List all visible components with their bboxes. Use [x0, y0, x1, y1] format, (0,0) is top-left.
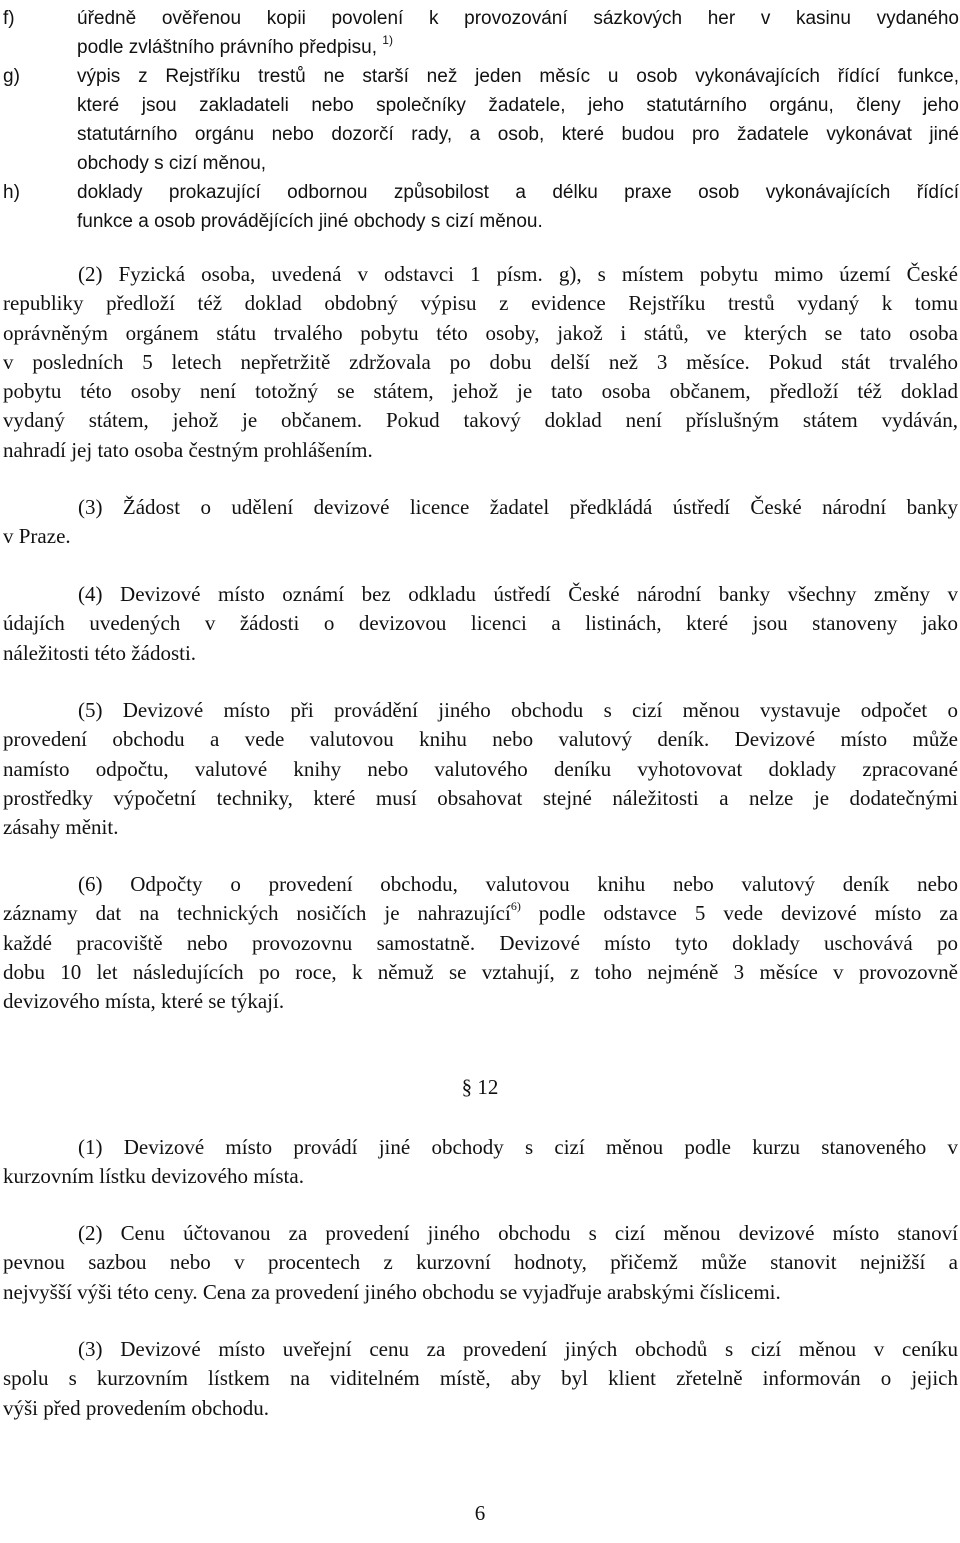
section-heading: § 12 — [461, 1075, 499, 1099]
list-marker: g) — [3, 66, 20, 87]
text-fragment: podle odstavce 5 vede devizové místo za — [520, 901, 958, 926]
section-12-paragraph-1 — [3, 1133, 958, 1192]
list-item-body — [77, 178, 959, 236]
text-line: (2) Cenu účtovanou za provedení jiného obchodu s cizí měnou devizové místo stanoví — [78, 1221, 958, 1245]
list-item-body — [77, 4, 959, 62]
text-fragment: záznamy dat na technických nosičích je nahrazující — [3, 901, 511, 926]
page-number: 6 — [474, 1501, 486, 1525]
text-line: obchody s cizí měnou, — [77, 153, 267, 174]
text-line — [77, 33, 959, 62]
text-line: náležitosti této žádosti. — [3, 640, 197, 665]
text-line: zásahy měnit. — [3, 815, 119, 840]
list-marker: h) — [3, 182, 20, 203]
text-line: nejvyšší výši této ceny. Cena za provedení jiného obchodu se vyjadřuje arabskými číslicemi. — [3, 1279, 781, 1304]
text-line: republiky předloží též doklad obdobný výpisu z evidence Rejstříku trestů vydaný k tomu — [3, 291, 958, 316]
text-line: devizového místa, které se týkají. — [3, 989, 285, 1014]
section-12-paragraph-2 — [3, 1219, 958, 1307]
text-line: (3) Devizové místo uveřejní cenu za provedení jiných obchodů s cizí měnou v ceníku — [78, 1337, 958, 1361]
list-marker: f) — [3, 8, 15, 29]
footnote-ref: 1) — [382, 32, 393, 47]
text-line: pobytu této osoby není totožný se státem, jehož je tato osoba občanem, předloží též doklad — [3, 379, 958, 404]
section-12-paragraph-3 — [3, 1335, 958, 1423]
text-line: pevnou sazbou nebo v procentech z kurzovní hodnoty, přičemž může stanovit nejnižší a — [3, 1250, 958, 1275]
text-line: (6) Odpočty o provedení obchodu, valutovou knihu nebo valutový deník nebo — [78, 872, 958, 896]
list-item-body — [77, 62, 959, 178]
paragraph-6 — [3, 870, 958, 1016]
paragraph-3 — [3, 493, 958, 552]
text-line: výši před provedením obchodu. — [3, 1395, 269, 1420]
text-line: statutárního orgánu nebo dozorčí rady, a osob, které budou pro žadatele vykonávat jiné — [77, 124, 959, 145]
text-line: doklady prokazující odbornou způsobilost a délku praxe osob vykonávajících řídící — [77, 182, 959, 203]
text-line: provedení obchodu a vede valutovou knihu nebo valutový deník. Devizové místo může — [3, 727, 958, 752]
text-line: kurzovním lístku devizového místa. — [3, 1164, 304, 1189]
text-line: vydaný státem, jehož je občanem. Pokud takový doklad není příslušným státem vydáván, — [3, 408, 958, 433]
text-line: prostředky výpočetní techniky, které musí obsahovat stejné náležitosti a nelze je dodatečnými — [3, 785, 958, 810]
paragraph-4 — [3, 580, 958, 668]
text-line: výpis z Rejstříku trestů ne starší než jeden měsíc u osob vykonávajících řídící funkce, — [77, 66, 959, 87]
footnote-ref: 6) — [510, 899, 521, 914]
text-line: které jsou zakladateli nebo společníky žadatele, jeho statutárního orgánu, členy jeho — [77, 95, 959, 116]
text-fragment: podle zvláštního právního předpisu, — [77, 37, 377, 58]
text-line: v posledních 5 letech nepřetržitě zdržovala po dobu delší než 3 měsíce. Pokud stát trvalého — [3, 349, 958, 374]
text-line: každé pracoviště nebo provozovnu samostatně. Devizové místo tyto doklady uschovává po — [3, 930, 958, 955]
text-line: (3) Žádost o udělení devizové licence žadatel předkládá ústředí České národní banky — [78, 495, 958, 519]
paragraph-2 — [3, 260, 958, 465]
text-line — [3, 899, 958, 928]
text-line: (1) Devizové místo provádí jiné obchody s cizí měnou podle kurzu stanoveného v — [78, 1135, 958, 1159]
text-line: údajích uvedených v žádosti o devizovou licenci a listinách, které jsou stanoveny jako — [3, 611, 958, 636]
text-line: (2) Fyzická osoba, uvedená v odstavci 1 písm. g), s místem pobytu mimo území České — [78, 262, 958, 286]
text-line: namísto odpočtu, valutové knihy nebo valutového deníku vyhotovovat doklady zpracované — [3, 756, 958, 781]
text-line: oprávněným orgánem státu trvalého pobytu této osoby, jakož i států, ve kterých se tato osoba — [3, 320, 958, 345]
paragraph-5 — [3, 696, 958, 842]
text-line: funkce a osob provádějících jiné obchody s cizí měnou. — [77, 211, 543, 232]
text-line: dobu 10 let následujících po roce, k němuž se vztahují, z toho nejméně 3 měsíce v provozovně — [3, 959, 958, 984]
text-line: úředně ověřenou kopii povolení k provozování sázkových her v kasinu vydaného — [77, 8, 959, 29]
text-line: (4) Devizové místo oznámí bez odkladu ústředí České národní banky všechny změny v — [78, 582, 958, 606]
text-line: spolu s kurzovním lístkem na viditelném místě, aby byl klient zřetelně informován o jejich — [3, 1366, 958, 1391]
text-line: (5) Devizové místo při provádění jiného obchodu s cizí měnou vystavuje odpočet o — [78, 698, 958, 722]
text-line: nahradí jej tato osoba čestným prohlášením. — [3, 437, 373, 462]
text-line: v Praze. — [3, 524, 71, 549]
